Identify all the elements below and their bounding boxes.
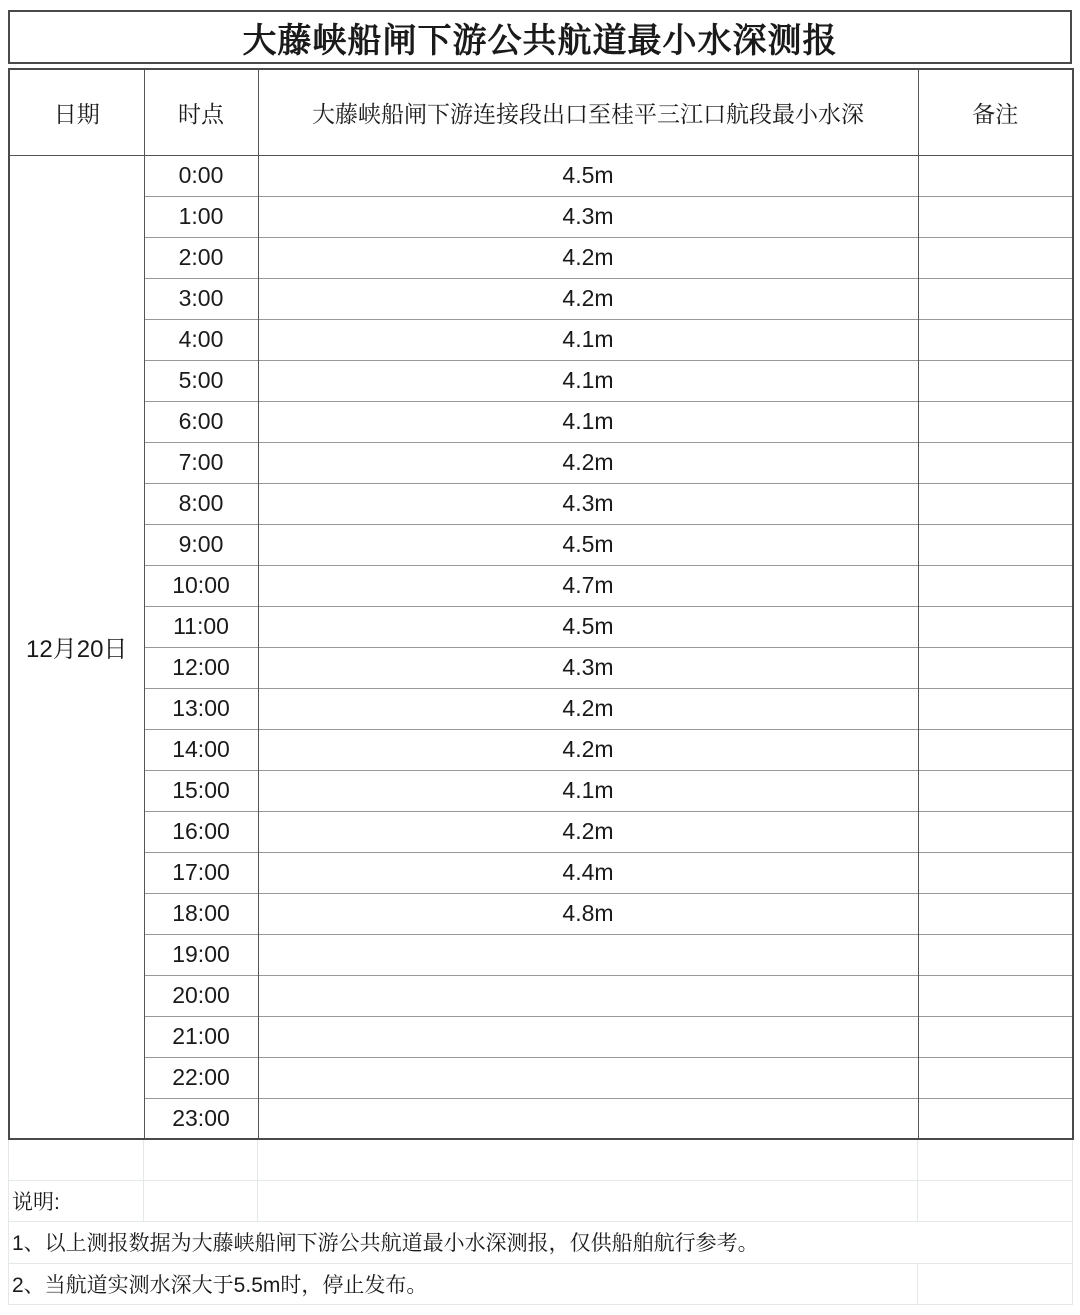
table-row bbox=[9, 893, 1073, 934]
time-cell: 8:00 bbox=[144, 483, 258, 524]
table-row bbox=[9, 606, 1073, 647]
depth-cell: 4.7m bbox=[258, 565, 918, 606]
remark-cell bbox=[918, 811, 1073, 852]
depth-cell: 4.2m bbox=[258, 442, 918, 483]
table-row bbox=[9, 647, 1073, 688]
depth-cell: 4.4m bbox=[258, 852, 918, 893]
depth-cell: 4.2m bbox=[258, 278, 918, 319]
time-cell: 6:00 bbox=[144, 401, 258, 442]
time-cell: 4:00 bbox=[144, 319, 258, 360]
spacer-cell bbox=[144, 1140, 258, 1180]
table-row bbox=[9, 975, 1073, 1016]
time-cell: 13:00 bbox=[144, 688, 258, 729]
table-row bbox=[9, 319, 1073, 360]
note-text-2: 2、当航道实测水深大于5.5m时，停止发布。 bbox=[9, 1263, 918, 1304]
time-cell: 1:00 bbox=[144, 196, 258, 237]
table-row bbox=[9, 401, 1073, 442]
remark-cell bbox=[918, 729, 1073, 770]
time-cell: 5:00 bbox=[144, 360, 258, 401]
spacer-cell bbox=[918, 1180, 1073, 1221]
remark-cell bbox=[918, 442, 1073, 483]
remark-cell bbox=[918, 1098, 1073, 1139]
spacer-row bbox=[9, 1140, 1073, 1180]
table-row bbox=[9, 811, 1073, 852]
table-row bbox=[9, 442, 1073, 483]
table-row bbox=[9, 1016, 1073, 1057]
note-row-2 bbox=[9, 1263, 1073, 1304]
time-cell: 19:00 bbox=[144, 934, 258, 975]
depth-cell: 4.2m bbox=[258, 811, 918, 852]
table-row bbox=[9, 155, 1073, 196]
table-row bbox=[9, 196, 1073, 237]
depth-cell: 4.5m bbox=[258, 524, 918, 565]
remark-cell bbox=[918, 319, 1073, 360]
time-cell: 17:00 bbox=[144, 852, 258, 893]
notes-label-row bbox=[9, 1180, 1073, 1221]
spacer-cell bbox=[258, 1180, 918, 1221]
remark-cell bbox=[918, 606, 1073, 647]
depth-cell: 4.1m bbox=[258, 770, 918, 811]
remark-cell bbox=[918, 483, 1073, 524]
table-row bbox=[9, 237, 1073, 278]
time-cell: 20:00 bbox=[144, 975, 258, 1016]
remark-cell bbox=[918, 934, 1073, 975]
remark-cell bbox=[918, 852, 1073, 893]
depth-cell: 4.3m bbox=[258, 647, 918, 688]
table-row bbox=[9, 524, 1073, 565]
time-cell: 14:00 bbox=[144, 729, 258, 770]
depth-cell: 4.1m bbox=[258, 319, 918, 360]
time-cell: 18:00 bbox=[144, 893, 258, 934]
time-cell: 3:00 bbox=[144, 278, 258, 319]
spacer-cell bbox=[9, 1140, 144, 1180]
time-cell: 9:00 bbox=[144, 524, 258, 565]
col-header-remark: 备注 bbox=[918, 69, 1073, 155]
note-text-1: 1、以上测报数据为大藤峡船闸下游公共航道最小水深测报，仅供船舶航行参考。 bbox=[9, 1221, 1073, 1263]
depth-cell: 4.1m bbox=[258, 401, 918, 442]
table-row bbox=[9, 770, 1073, 811]
report-title-box bbox=[8, 10, 1072, 64]
remark-cell bbox=[918, 196, 1073, 237]
depth-cell bbox=[258, 1016, 918, 1057]
remark-cell bbox=[918, 237, 1073, 278]
remark-cell bbox=[918, 893, 1073, 934]
table-row bbox=[9, 565, 1073, 606]
remark-cell bbox=[918, 524, 1073, 565]
table-row bbox=[9, 360, 1073, 401]
remark-cell bbox=[918, 401, 1073, 442]
time-cell: 7:00 bbox=[144, 442, 258, 483]
depth-cell: 4.5m bbox=[258, 606, 918, 647]
time-cell: 10:00 bbox=[144, 565, 258, 606]
table-row bbox=[9, 729, 1073, 770]
remark-cell bbox=[918, 770, 1073, 811]
remark-cell bbox=[918, 155, 1073, 196]
remark-cell bbox=[918, 688, 1073, 729]
remark-cell bbox=[918, 975, 1073, 1016]
table-row bbox=[9, 483, 1073, 524]
time-cell: 23:00 bbox=[144, 1098, 258, 1139]
depth-cell: 4.5m bbox=[258, 155, 918, 196]
time-cell: 22:00 bbox=[144, 1057, 258, 1098]
table-row bbox=[9, 1057, 1073, 1098]
table-row bbox=[9, 852, 1073, 893]
col-header-date: 日期 bbox=[9, 69, 144, 155]
depth-cell: 4.2m bbox=[258, 729, 918, 770]
depth-table bbox=[8, 68, 1074, 1140]
depth-cell bbox=[258, 975, 918, 1016]
table-row bbox=[9, 1098, 1073, 1139]
time-cell: 2:00 bbox=[144, 237, 258, 278]
remark-cell bbox=[918, 1057, 1073, 1098]
spacer-cell bbox=[918, 1263, 1073, 1304]
time-cell: 12:00 bbox=[144, 647, 258, 688]
remark-cell bbox=[918, 565, 1073, 606]
col-header-depth: 大藤峡船闸下游连接段出口至桂平三江口航段最小水深 bbox=[258, 69, 918, 155]
note-row-1 bbox=[9, 1221, 1073, 1263]
depth-cell: 4.1m bbox=[258, 360, 918, 401]
depth-cell bbox=[258, 1057, 918, 1098]
notes-section bbox=[8, 1140, 1073, 1305]
report-title: 大藤峡船闸下游公共航道最小水深测报 bbox=[242, 21, 838, 60]
depth-cell: 4.2m bbox=[258, 237, 918, 278]
time-cell: 15:00 bbox=[144, 770, 258, 811]
spacer-cell bbox=[144, 1180, 258, 1221]
table-row bbox=[9, 688, 1073, 729]
time-cell: 0:00 bbox=[144, 155, 258, 196]
spacer-cell bbox=[258, 1140, 918, 1180]
time-cell: 16:00 bbox=[144, 811, 258, 852]
remark-cell bbox=[918, 1016, 1073, 1057]
col-header-time: 时点 bbox=[144, 69, 258, 155]
depth-cell bbox=[258, 1098, 918, 1139]
remark-cell bbox=[918, 278, 1073, 319]
depth-cell bbox=[258, 934, 918, 975]
header-row bbox=[9, 69, 1073, 155]
notes-label: 说明: bbox=[9, 1180, 144, 1221]
remark-cell bbox=[918, 360, 1073, 401]
depth-cell: 4.3m bbox=[258, 483, 918, 524]
depth-cell: 4.3m bbox=[258, 196, 918, 237]
date-cell: 12月20日 bbox=[9, 155, 144, 1139]
spacer-cell bbox=[918, 1140, 1073, 1180]
table-row bbox=[9, 934, 1073, 975]
table-row bbox=[9, 278, 1073, 319]
depth-cell: 4.8m bbox=[258, 893, 918, 934]
depth-cell: 4.2m bbox=[258, 688, 918, 729]
time-cell: 11:00 bbox=[144, 606, 258, 647]
remark-cell bbox=[918, 647, 1073, 688]
time-cell: 21:00 bbox=[144, 1016, 258, 1057]
